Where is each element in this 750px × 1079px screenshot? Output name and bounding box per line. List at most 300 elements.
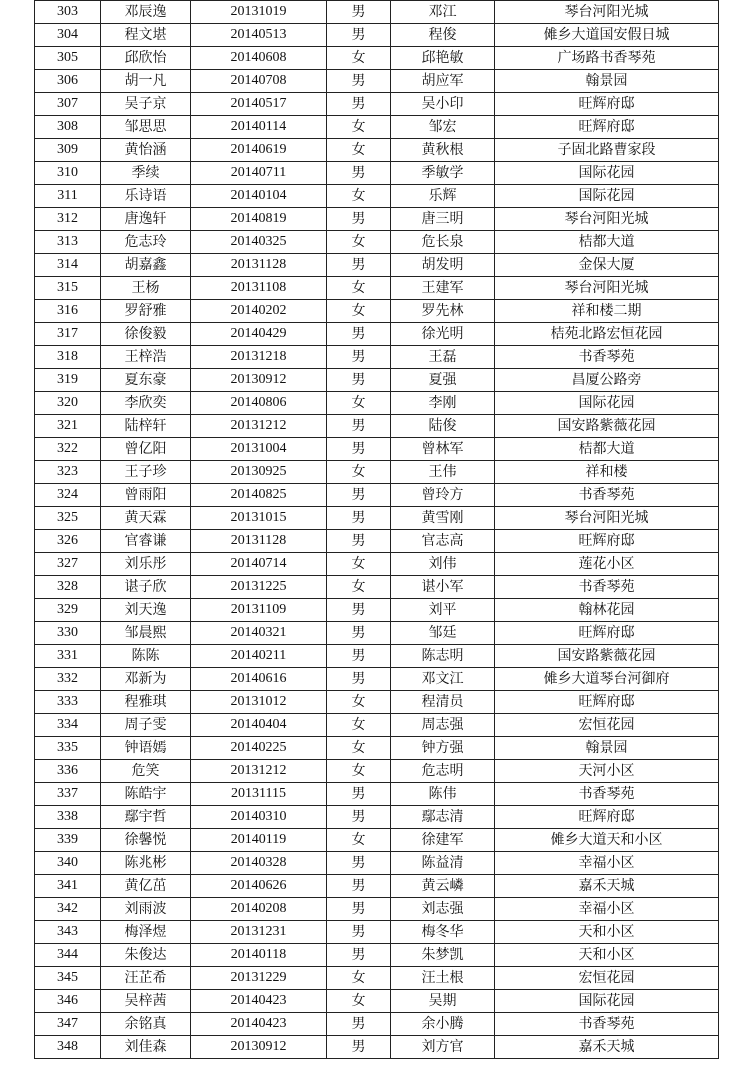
student-name: 陈皓宇 — [101, 783, 191, 806]
table-row — [35, 921, 719, 944]
home-address: 傩乡大道天和小区 — [495, 829, 719, 852]
birth-date: 20131218 — [191, 346, 327, 369]
home-address: 书香琴苑 — [495, 1013, 719, 1036]
birth-date: 20140310 — [191, 806, 327, 829]
row-number: 344 — [35, 944, 101, 967]
student-name: 曾雨阳 — [101, 484, 191, 507]
home-address: 宏恒花园 — [495, 967, 719, 990]
table-row — [35, 599, 719, 622]
birth-date: 20140104 — [191, 185, 327, 208]
birth-date: 20131108 — [191, 277, 327, 300]
home-address: 广场路书香琴苑 — [495, 47, 719, 70]
parent-name: 陈益清 — [391, 852, 495, 875]
row-number: 317 — [35, 323, 101, 346]
table-row — [35, 484, 719, 507]
student-name: 程雅琪 — [101, 691, 191, 714]
parent-name: 罗先林 — [391, 300, 495, 323]
home-address: 旺辉府邸 — [495, 93, 719, 116]
table-row — [35, 392, 719, 415]
row-number: 316 — [35, 300, 101, 323]
parent-name: 危长泉 — [391, 231, 495, 254]
birth-date: 20131128 — [191, 254, 327, 277]
birth-date: 20131004 — [191, 438, 327, 461]
gender: 女 — [327, 47, 391, 70]
parent-name: 黄云嶙 — [391, 875, 495, 898]
gender: 男 — [327, 346, 391, 369]
birth-date: 20140404 — [191, 714, 327, 737]
student-name: 王子珍 — [101, 461, 191, 484]
gender: 女 — [327, 185, 391, 208]
row-number: 327 — [35, 553, 101, 576]
row-number: 322 — [35, 438, 101, 461]
parent-name: 周志强 — [391, 714, 495, 737]
row-number: 321 — [35, 415, 101, 438]
row-number: 346 — [35, 990, 101, 1013]
birth-date: 20131019 — [191, 1, 327, 24]
row-number: 328 — [35, 576, 101, 599]
student-name: 邹思思 — [101, 116, 191, 139]
gender: 女 — [327, 691, 391, 714]
gender: 女 — [327, 967, 391, 990]
birth-date: 20140825 — [191, 484, 327, 507]
home-address: 旺辉府邸 — [495, 806, 719, 829]
student-name: 黄天霖 — [101, 507, 191, 530]
home-address: 子固北路曹家段 — [495, 139, 719, 162]
home-address: 幸福小区 — [495, 898, 719, 921]
gender: 男 — [327, 1, 391, 24]
birth-date: 20140517 — [191, 93, 327, 116]
student-name: 陆梓轩 — [101, 415, 191, 438]
parent-name: 黄秋根 — [391, 139, 495, 162]
student-name: 胡一凡 — [101, 70, 191, 93]
gender: 男 — [327, 507, 391, 530]
birth-date: 20131212 — [191, 760, 327, 783]
table-row — [35, 346, 719, 369]
birth-date: 20140819 — [191, 208, 327, 231]
home-address: 旺辉府邸 — [495, 622, 719, 645]
student-name: 刘乐彤 — [101, 553, 191, 576]
home-address: 国安路紫薇花园 — [495, 415, 719, 438]
home-address: 琴台河阳光城 — [495, 1, 719, 24]
student-name: 徐俊毅 — [101, 323, 191, 346]
home-address: 嘉禾天城 — [495, 875, 719, 898]
table-row — [35, 875, 719, 898]
birth-date: 20131225 — [191, 576, 327, 599]
parent-name: 梅冬华 — [391, 921, 495, 944]
birth-date: 20140626 — [191, 875, 327, 898]
table-row — [35, 208, 719, 231]
table-row — [35, 461, 719, 484]
gender: 男 — [327, 806, 391, 829]
gender: 男 — [327, 1036, 391, 1059]
birth-date: 20131115 — [191, 783, 327, 806]
table-row — [35, 668, 719, 691]
home-address: 嘉禾天城 — [495, 1036, 719, 1059]
birth-date: 20140619 — [191, 139, 327, 162]
table-row — [35, 806, 719, 829]
table-row — [35, 254, 719, 277]
parent-name: 陆俊 — [391, 415, 495, 438]
table-row — [35, 70, 719, 93]
gender: 女 — [327, 829, 391, 852]
student-name: 邓新为 — [101, 668, 191, 691]
gender: 男 — [327, 1013, 391, 1036]
row-number: 345 — [35, 967, 101, 990]
student-name: 汪芷希 — [101, 967, 191, 990]
gender: 男 — [327, 415, 391, 438]
table-row — [35, 714, 719, 737]
table-row — [35, 93, 719, 116]
table-row — [35, 944, 719, 967]
table-row — [35, 231, 719, 254]
gender: 男 — [327, 921, 391, 944]
birth-date: 20130912 — [191, 1036, 327, 1059]
student-name: 鄢宇哲 — [101, 806, 191, 829]
home-address: 祥和楼 — [495, 461, 719, 484]
student-name: 官睿谦 — [101, 530, 191, 553]
gender: 男 — [327, 24, 391, 47]
row-number: 307 — [35, 93, 101, 116]
gender: 女 — [327, 461, 391, 484]
gender: 男 — [327, 438, 391, 461]
gender: 男 — [327, 599, 391, 622]
table-row — [35, 576, 719, 599]
row-number: 329 — [35, 599, 101, 622]
home-address: 翰景园 — [495, 737, 719, 760]
row-number: 341 — [35, 875, 101, 898]
student-name: 吴梓茜 — [101, 990, 191, 1013]
row-number: 304 — [35, 24, 101, 47]
student-name: 徐馨悦 — [101, 829, 191, 852]
birth-date: 20140321 — [191, 622, 327, 645]
student-name: 朱俊达 — [101, 944, 191, 967]
row-number: 333 — [35, 691, 101, 714]
student-name: 王杨 — [101, 277, 191, 300]
birth-date: 20140423 — [191, 990, 327, 1013]
birth-date: 20140423 — [191, 1013, 327, 1036]
student-name: 危笑 — [101, 760, 191, 783]
row-number: 343 — [35, 921, 101, 944]
row-number: 330 — [35, 622, 101, 645]
parent-name: 刘志强 — [391, 898, 495, 921]
birth-date: 20130925 — [191, 461, 327, 484]
parent-name: 乐辉 — [391, 185, 495, 208]
parent-name: 唐三明 — [391, 208, 495, 231]
gender: 男 — [327, 369, 391, 392]
row-number: 338 — [35, 806, 101, 829]
parent-name: 邱艳敏 — [391, 47, 495, 70]
gender: 女 — [327, 300, 391, 323]
home-address: 旺辉府邸 — [495, 116, 719, 139]
gender: 男 — [327, 898, 391, 921]
row-number: 305 — [35, 47, 101, 70]
student-name: 吴子京 — [101, 93, 191, 116]
student-name: 胡嘉鑫 — [101, 254, 191, 277]
parent-name: 吴小印 — [391, 93, 495, 116]
row-number: 324 — [35, 484, 101, 507]
birth-date: 20140708 — [191, 70, 327, 93]
parent-name: 徐光明 — [391, 323, 495, 346]
row-number: 303 — [35, 1, 101, 24]
parent-name: 吴期 — [391, 990, 495, 1013]
birth-date: 20140711 — [191, 162, 327, 185]
row-number: 331 — [35, 645, 101, 668]
parent-name: 鄢志清 — [391, 806, 495, 829]
parent-name: 刘伟 — [391, 553, 495, 576]
table-row — [35, 898, 719, 921]
table-row — [35, 645, 719, 668]
row-number: 311 — [35, 185, 101, 208]
home-address: 桔苑北路宏恒花园 — [495, 323, 719, 346]
birth-date: 20140608 — [191, 47, 327, 70]
parent-name: 曾林军 — [391, 438, 495, 461]
student-name: 陈陈 — [101, 645, 191, 668]
table-row — [35, 967, 719, 990]
parent-name: 季敏学 — [391, 162, 495, 185]
parent-name: 官志高 — [391, 530, 495, 553]
table-row — [35, 1, 719, 24]
student-name: 乐诗语 — [101, 185, 191, 208]
home-address: 国际花园 — [495, 392, 719, 415]
birth-date: 20131212 — [191, 415, 327, 438]
birth-date: 20140119 — [191, 829, 327, 852]
table-row — [35, 162, 719, 185]
home-address: 翰林花园 — [495, 599, 719, 622]
parent-name: 王伟 — [391, 461, 495, 484]
birth-date: 20140202 — [191, 300, 327, 323]
home-address: 琴台河阳光城 — [495, 507, 719, 530]
table-row — [35, 369, 719, 392]
home-address: 天河小区 — [495, 760, 719, 783]
table-row — [35, 47, 719, 70]
student-name: 邱欣怡 — [101, 47, 191, 70]
birth-date: 20140429 — [191, 323, 327, 346]
gender: 女 — [327, 392, 391, 415]
parent-name: 邓文江 — [391, 668, 495, 691]
student-name: 陈兆彬 — [101, 852, 191, 875]
gender: 女 — [327, 139, 391, 162]
row-number: 335 — [35, 737, 101, 760]
home-address: 莲花小区 — [495, 553, 719, 576]
student-name: 季续 — [101, 162, 191, 185]
table-row — [35, 737, 719, 760]
table-row — [35, 415, 719, 438]
birth-date: 20130912 — [191, 369, 327, 392]
row-number: 342 — [35, 898, 101, 921]
parent-name: 曾玲方 — [391, 484, 495, 507]
birth-date: 20140806 — [191, 392, 327, 415]
row-number: 313 — [35, 231, 101, 254]
table-row — [35, 1036, 719, 1059]
birth-date: 20140118 — [191, 944, 327, 967]
gender: 男 — [327, 162, 391, 185]
gender: 女 — [327, 553, 391, 576]
parent-name: 邹廷 — [391, 622, 495, 645]
gender: 男 — [327, 323, 391, 346]
home-address: 国际花园 — [495, 162, 719, 185]
home-address: 旺辉府邸 — [495, 530, 719, 553]
row-number: 334 — [35, 714, 101, 737]
gender: 女 — [327, 714, 391, 737]
gender: 男 — [327, 530, 391, 553]
home-address: 昌厦公路旁 — [495, 369, 719, 392]
gender: 男 — [327, 944, 391, 967]
table-row — [35, 185, 719, 208]
table-row — [35, 507, 719, 530]
student-name: 刘佳森 — [101, 1036, 191, 1059]
table-row — [35, 553, 719, 576]
home-address: 国安路紫薇花园 — [495, 645, 719, 668]
roster-body — [35, 1, 719, 1059]
student-roster-table — [34, 0, 719, 1059]
table-row — [35, 139, 719, 162]
table-row — [35, 760, 719, 783]
student-name: 黄怡涵 — [101, 139, 191, 162]
row-number: 319 — [35, 369, 101, 392]
birth-date: 20140325 — [191, 231, 327, 254]
row-number: 320 — [35, 392, 101, 415]
parent-name: 程俊 — [391, 24, 495, 47]
parent-name: 程清员 — [391, 691, 495, 714]
parent-name: 刘方官 — [391, 1036, 495, 1059]
gender: 女 — [327, 116, 391, 139]
birth-date: 20140328 — [191, 852, 327, 875]
row-number: 318 — [35, 346, 101, 369]
birth-date: 20140225 — [191, 737, 327, 760]
home-address: 金保大厦 — [495, 254, 719, 277]
table-row — [35, 1013, 719, 1036]
row-number: 314 — [35, 254, 101, 277]
student-name: 程文堪 — [101, 24, 191, 47]
gender: 男 — [327, 254, 391, 277]
birth-date: 20140211 — [191, 645, 327, 668]
student-name: 梅泽煜 — [101, 921, 191, 944]
gender: 男 — [327, 783, 391, 806]
gender: 男 — [327, 93, 391, 116]
birth-date: 20131229 — [191, 967, 327, 990]
table-row — [35, 783, 719, 806]
parent-name: 朱梦凯 — [391, 944, 495, 967]
home-address: 琴台河阳光城 — [495, 208, 719, 231]
home-address: 天和小区 — [495, 921, 719, 944]
table-row — [35, 691, 719, 714]
parent-name: 陈伟 — [391, 783, 495, 806]
home-address: 书香琴苑 — [495, 783, 719, 806]
student-name: 李欣奕 — [101, 392, 191, 415]
student-name: 危志玲 — [101, 231, 191, 254]
table-row — [35, 438, 719, 461]
home-address: 琴台河阳光城 — [495, 277, 719, 300]
row-number: 337 — [35, 783, 101, 806]
parent-name: 邓江 — [391, 1, 495, 24]
gender: 女 — [327, 576, 391, 599]
student-name: 王梓浩 — [101, 346, 191, 369]
home-address: 宏恒花园 — [495, 714, 719, 737]
birth-date: 20131128 — [191, 530, 327, 553]
gender: 男 — [327, 852, 391, 875]
student-name: 钟语嫣 — [101, 737, 191, 760]
student-name: 夏东豪 — [101, 369, 191, 392]
row-number: 309 — [35, 139, 101, 162]
table-row — [35, 323, 719, 346]
row-number: 312 — [35, 208, 101, 231]
gender: 男 — [327, 875, 391, 898]
parent-name: 李刚 — [391, 392, 495, 415]
row-number: 310 — [35, 162, 101, 185]
student-name: 周子雯 — [101, 714, 191, 737]
home-address: 翰景园 — [495, 70, 719, 93]
gender: 女 — [327, 231, 391, 254]
student-name: 邓辰逸 — [101, 1, 191, 24]
row-number: 336 — [35, 760, 101, 783]
table-row — [35, 530, 719, 553]
parent-name: 王磊 — [391, 346, 495, 369]
parent-name: 王建军 — [391, 277, 495, 300]
gender: 男 — [327, 70, 391, 93]
row-number: 308 — [35, 116, 101, 139]
home-address: 傩乡大道国安假日城 — [495, 24, 719, 47]
student-name: 余铭真 — [101, 1013, 191, 1036]
home-address: 桔都大道 — [495, 438, 719, 461]
student-name: 黄亿茁 — [101, 875, 191, 898]
parent-name: 汪土根 — [391, 967, 495, 990]
birth-date: 20140114 — [191, 116, 327, 139]
table-row — [35, 990, 719, 1013]
gender: 女 — [327, 990, 391, 1013]
parent-name: 陈志明 — [391, 645, 495, 668]
parent-name: 邹宏 — [391, 116, 495, 139]
gender: 男 — [327, 668, 391, 691]
parent-name: 徐建军 — [391, 829, 495, 852]
birth-date: 20131231 — [191, 921, 327, 944]
home-address: 书香琴苑 — [495, 346, 719, 369]
parent-name: 谌小军 — [391, 576, 495, 599]
home-address: 天和小区 — [495, 944, 719, 967]
table-row — [35, 852, 719, 875]
student-name: 刘雨波 — [101, 898, 191, 921]
table-row — [35, 24, 719, 47]
home-address: 祥和楼二期 — [495, 300, 719, 323]
home-address: 幸福小区 — [495, 852, 719, 875]
home-address: 桔都大道 — [495, 231, 719, 254]
student-name: 曾亿阳 — [101, 438, 191, 461]
row-number: 339 — [35, 829, 101, 852]
home-address: 书香琴苑 — [495, 576, 719, 599]
birth-date: 20131109 — [191, 599, 327, 622]
gender: 男 — [327, 645, 391, 668]
birth-date: 20140616 — [191, 668, 327, 691]
parent-name: 胡发明 — [391, 254, 495, 277]
row-number: 323 — [35, 461, 101, 484]
home-address: 旺辉府邸 — [495, 691, 719, 714]
row-number: 347 — [35, 1013, 101, 1036]
gender: 男 — [327, 484, 391, 507]
home-address: 国际花园 — [495, 185, 719, 208]
row-number: 315 — [35, 277, 101, 300]
home-address: 国际花园 — [495, 990, 719, 1013]
row-number: 348 — [35, 1036, 101, 1059]
roster-sheet — [34, 0, 718, 1059]
gender: 男 — [327, 622, 391, 645]
parent-name: 余小腾 — [391, 1013, 495, 1036]
row-number: 325 — [35, 507, 101, 530]
parent-name: 危志明 — [391, 760, 495, 783]
home-address: 书香琴苑 — [495, 484, 719, 507]
parent-name: 黄雪刚 — [391, 507, 495, 530]
birth-date: 20131015 — [191, 507, 327, 530]
table-row — [35, 300, 719, 323]
table-row — [35, 116, 719, 139]
